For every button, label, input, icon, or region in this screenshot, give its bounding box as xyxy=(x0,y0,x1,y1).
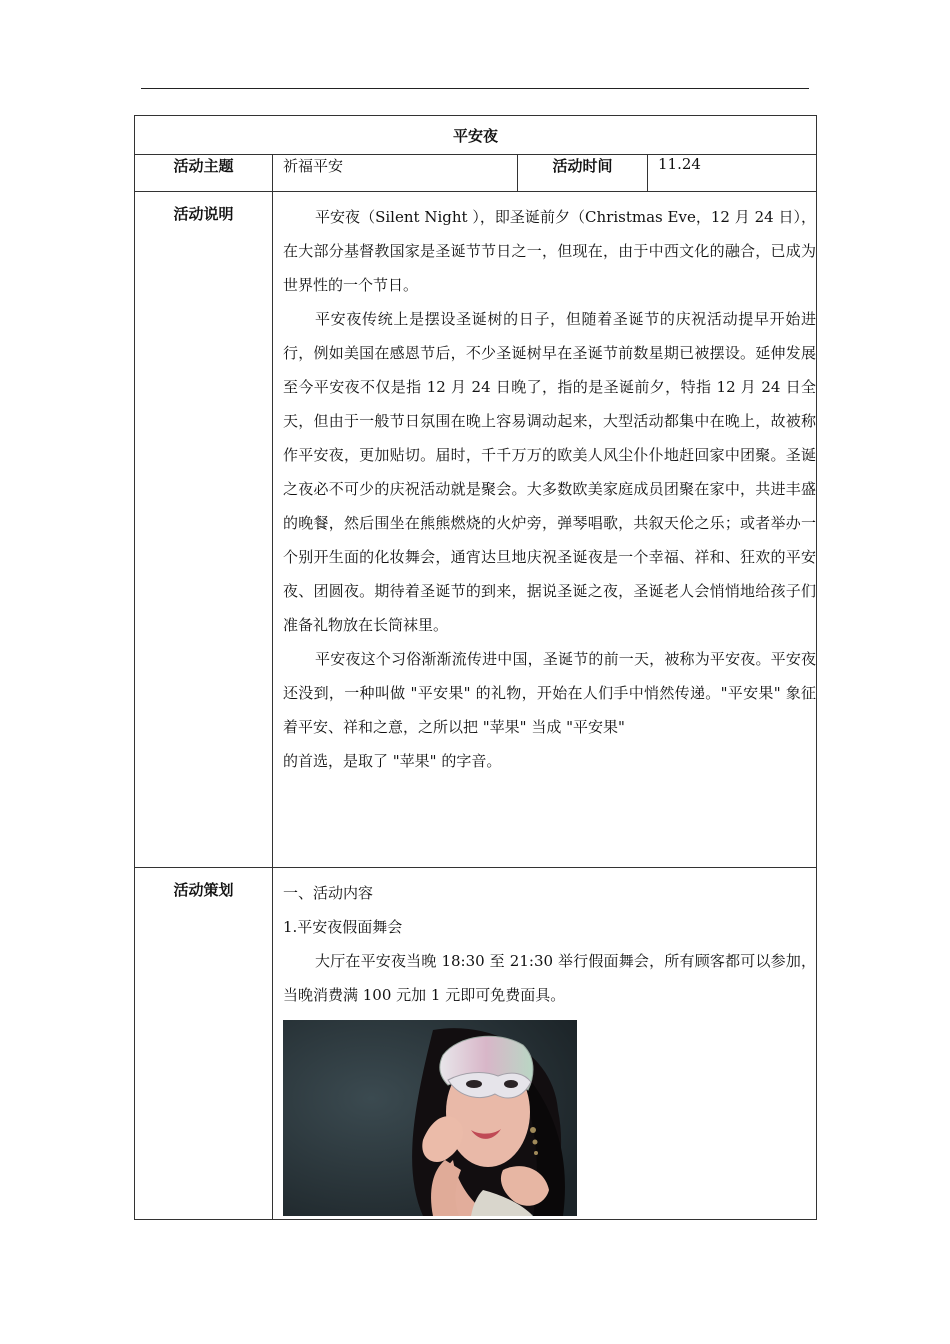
header-rule xyxy=(141,88,809,89)
activity-table xyxy=(134,115,817,1220)
theme-value: 祈福平安 xyxy=(273,155,518,192)
theme-label: 活动主题 xyxy=(135,155,273,192)
description-paragraph: 平安夜传统上是摆设圣诞树的日子，但随着圣诞节的庆祝活动提早开始进行，例如美国在感恩节后，不少圣诞树早在圣诞节前数星期已被摆设。延伸发展至今平安夜不仅是指 12 月 24 日晚了，指的是圣诞前夕，特指 12 月 24 日全天，但由于一般节日氛围在晚上容易调动起来，大型活动都集中在晚上，故被称作平安夜，更加贴切。届时，千千万万的欧美人风尘仆仆地赶回家中团聚。圣诞之夜必不可少的庆祝活动就是聚会。大多数欧美家庭成员团聚在家中，共进丰盛的晚餐，然后围坐在熊熊燃烧的火炉旁，弹琴唱歌，共叙天伦之乐；或者举办一个别开生面的化妆舞会，通宵达旦地庆祝圣诞夜是一个幸福、祥和、狂欢的平安夜、团圆夜。期待着圣诞节的到来，据说圣诞之夜，圣诞老人会悄悄地给孩子们准备礼物放在长筒袜里。 xyxy=(283,310,817,634)
item-heading: 1.平安夜假面舞会 xyxy=(283,918,403,936)
description-body xyxy=(273,192,817,868)
masquerade-image xyxy=(283,1020,577,1216)
time-label: 活动时间 xyxy=(518,155,648,192)
section-heading: 一、活动内容 xyxy=(283,884,374,902)
plan-label: 活动策划 xyxy=(135,868,273,1220)
item-text: 大厅在平安夜当晚 18:30 至 21:30 举行假面舞会，所有顾客都可以参加，当晚消费满 100 元加 1 元即可免费面具。 xyxy=(283,952,817,1004)
masquerade-photo xyxy=(283,1020,577,1216)
description-paragraph: 平安夜这个习俗渐渐流传进中国，圣诞节的前一天，被称为平安夜。平安夜还没到，一种叫做 "平安果" 的礼物，开始在人们手中悄然传递。"平安果" 象征着平安、祥和之意，之所以把 "苹果" 当成 "平安果" xyxy=(283,650,817,736)
time-value: 11.24 xyxy=(648,155,817,192)
description-tail: 的首选，是取了 "苹果" 的字音。 xyxy=(283,752,502,770)
plan-body xyxy=(273,868,817,1220)
description-label: 活动说明 xyxy=(135,192,273,868)
description-paragraph: 平安夜（Silent Night ），即圣诞前夕（Christmas Eve，12 月 24 日），在大部分基督教国家是圣诞节节日之一，但现在，由于中西文化的融合，已成为世界性的一个节日。 xyxy=(283,208,817,294)
table-title: 平安夜 xyxy=(135,116,817,155)
